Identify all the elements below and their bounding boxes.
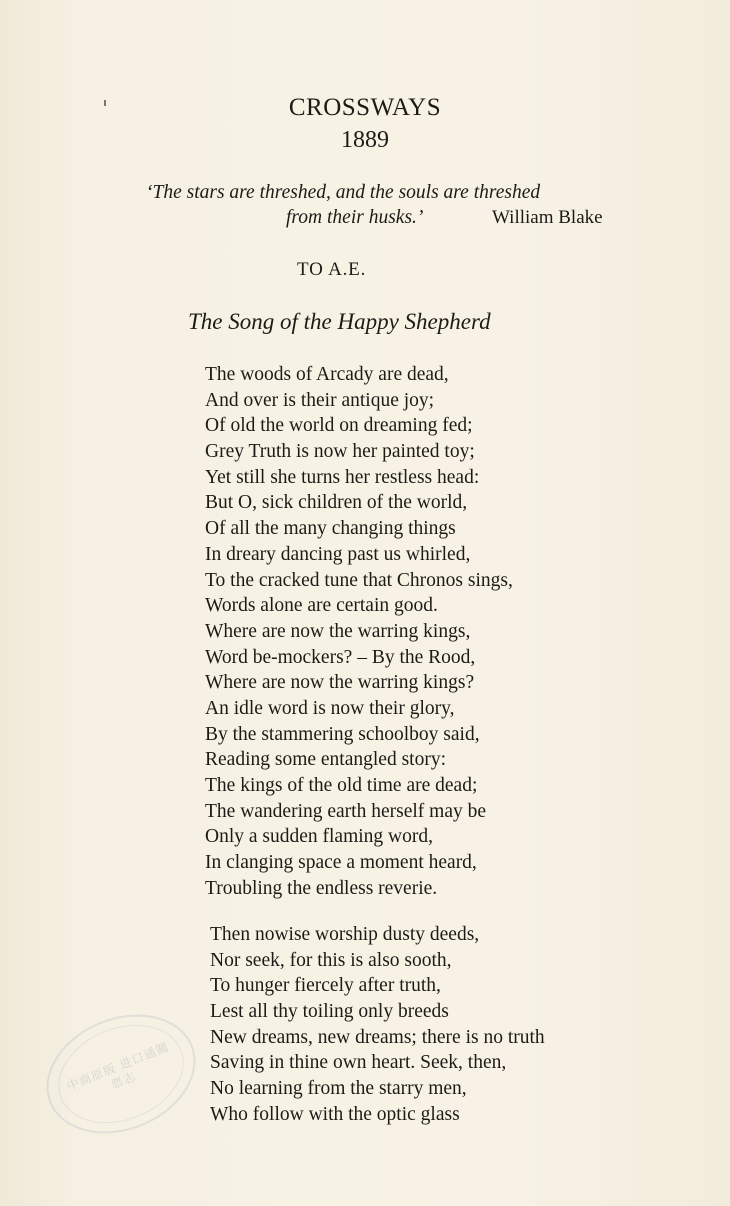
watermark-stamp [29, 993, 214, 1155]
poem-line: The wandering earth herself may be [205, 800, 486, 822]
poem-line: Grey Truth is now her painted toy; [205, 441, 475, 463]
stamp-text: 中商原版 进口通關票志 [64, 1039, 172, 1094]
poem-line: To the cracked tune that Chronos sings, [205, 569, 513, 591]
section-year: 1889 [341, 127, 389, 153]
poem-line: New dreams, new dreams; there is no truth [210, 1026, 545, 1048]
poem-line: Words alone are certain good. [205, 595, 438, 617]
poem-line: The woods of Arcady are dead, [205, 364, 449, 385]
epigraph-line-2: from their husks.’ [286, 207, 424, 228]
poem-line: The kings of the old time are dead; [205, 775, 478, 796]
poem-line: By the stammering schoolboy said, [205, 723, 480, 745]
poem-line: Who follow with the optic glass [210, 1103, 460, 1125]
poem-line: And over is their antique joy; [205, 389, 435, 411]
stanza-1 [205, 362, 513, 901]
poem-line: Word be-mockers? – By the Rood, [205, 646, 476, 668]
epigraph-author: William Blake [492, 207, 603, 228]
poem-line: Only a sudden flaming word, [205, 826, 434, 848]
poem-line: Of all the many changing things [205, 518, 456, 540]
poem-title: The Song of the Happy Shepherd [188, 309, 491, 334]
section-title: CROSSWAYS [288, 94, 442, 121]
poem-line: Where are now the warring kings? [205, 672, 475, 694]
poem-line: Reading some entangled story: [205, 749, 446, 771]
poem-line: Where are now the warring kings, [205, 620, 471, 642]
poem-line: Saving in thine own heart. Seek, then, [210, 1052, 507, 1074]
stanza-2 [210, 922, 545, 1128]
poem-line: Of old the world on dreaming fed; [205, 415, 473, 437]
poem-line: To hunger fiercely after truth, [210, 975, 441, 997]
poem-line: Then nowise worship dusty deeds, [210, 924, 480, 945]
poem-line: In dreary dancing past us whirled, [205, 543, 471, 565]
poem-line: Yet still she turns her restless head: [205, 466, 480, 488]
dedication: TO A.E. [297, 259, 367, 280]
poem-line: Nor seek, for this is also sooth, [210, 949, 452, 971]
poem-line: But O, sick children of the world, [205, 492, 468, 514]
poem-line: Troubling the endless reverie. [205, 877, 438, 899]
poem-line: In clanging space a moment heard, [205, 852, 477, 874]
poem-line: Lest all thy toiling only breeds [210, 1001, 449, 1023]
poem-line: No learning from the starry men, [210, 1078, 467, 1100]
epigraph-line-1: ‘The stars are threshed, and the souls are threshed [146, 182, 541, 203]
poem-line: An idle word is now their glory, [205, 697, 455, 719]
